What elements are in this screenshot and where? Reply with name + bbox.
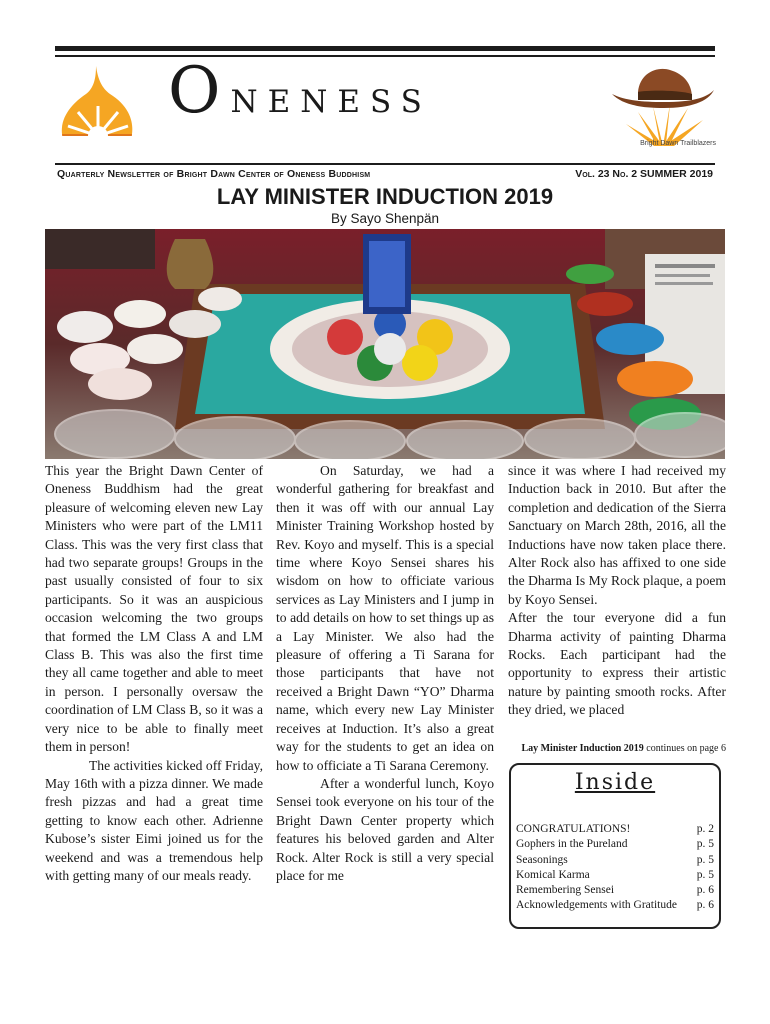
masthead-top-rule bbox=[55, 46, 715, 51]
toc-item[interactable] bbox=[516, 837, 714, 852]
paragraph: On Saturday, we had a wonderful gathering for breakfast and then it was off with our annual Lay Minister Training Workshop hosted by Rev. Koyo and myself. This is a special time where Koyo Sensei shares his wisdom on how to officiate various services as Lay Ministers and I jump in to add details on how to set things up as a Lay Minister. We also had the pleasure of offering a Ti Sarana for those participants that have not received a Bright Dawn “YO” Dharma name, which every new Lay Minister receives at Induction. It’s also a great way for the students to get an idea on how to officiate a Ti Sarana Ceremony. bbox=[276, 463, 494, 773]
article-headline: LAY MINISTER INDUCTION 2019 bbox=[216, 184, 554, 209]
masthead-bottom-rule bbox=[55, 163, 715, 165]
article-photo bbox=[45, 229, 725, 459]
paragraph: since it was where I had received my Induction back in 2010. But after the completion and dedication of the Sierra Sanctuary on March 28th, 2016, all the Inductions have now taken place there. Alter Rock also has affixed to one side the Dharma Is My Rock plaque, a poem by Koyo Sensei. bbox=[508, 463, 726, 607]
toc-page: p. 5 bbox=[696, 838, 714, 851]
toc-item[interactable] bbox=[516, 822, 714, 837]
paragraph: After the tour everyone did a fun Dharma activity of painting Dharma Rocks. Each participant had the opportunity to express their artistic nature by painting smooth rocks. After they dried, we placed bbox=[508, 610, 726, 718]
toc-label: Remembering Sensei bbox=[516, 884, 615, 897]
toc-item[interactable] bbox=[516, 883, 714, 898]
masthead-title-rest: neness bbox=[230, 72, 432, 123]
toc-item[interactable] bbox=[516, 853, 714, 868]
continuation-page: continues on page 6 bbox=[643, 743, 726, 754]
toc-page: p. 5 bbox=[696, 868, 714, 881]
trailblazers-caption: Bright Dawn Trailblazers bbox=[640, 140, 716, 147]
toc-label: Komical Karma bbox=[516, 868, 590, 881]
toc-page: p. 6 bbox=[696, 899, 714, 912]
toc-label: Gophers in the Pureland bbox=[516, 838, 628, 851]
toc-item[interactable] bbox=[516, 898, 714, 913]
leaf-sunrise-icon bbox=[58, 60, 140, 164]
continuation-article-title: Lay Minister Induction 2019 bbox=[521, 743, 644, 754]
issue-info: Vol. 23 No. 2 SUMMER 2019 bbox=[575, 168, 713, 180]
toc-label: CONGRATULATIONS! bbox=[516, 823, 631, 835]
paragraph: The activities kicked off Friday, May 16th with a pizza dinner. We made fresh pizzas and had a great time getting to know each other. Adrienne Kubose’s sister Eimi joined us for the weekend and was a tremendous help with getting many of our meals ready. bbox=[45, 757, 263, 883]
continuation-note bbox=[508, 743, 726, 754]
paragraph: This year the Bright Dawn Center of Oneness Buddhism had the great pleasure of welcoming eleven new Lay Ministers who were part of the LM11 Class. This was the very first class that had two separate groups! Groups in the past usually consisted of four to six participants. So it was an auspicious occasion welcoming the two groups that formed the LM Class A and LM Class B. This was also the first time they all came together and able to meet in person. I personally oversaw the coordination of LM Class B, so it was a very nice to be able to finally meet them in person! bbox=[45, 463, 263, 755]
article-byline: By Sayo Shenpän bbox=[330, 211, 440, 226]
article-column-1 bbox=[45, 462, 263, 885]
article-column-3 bbox=[508, 462, 726, 720]
article-column-2 bbox=[276, 462, 494, 885]
table-of-contents bbox=[516, 822, 714, 914]
toc-label: Seasonings bbox=[516, 853, 568, 866]
inside-title: Inside bbox=[574, 770, 656, 795]
masthead-title-initial: O bbox=[168, 54, 231, 128]
toc-item[interactable] bbox=[516, 868, 714, 883]
toc-page: p. 2 bbox=[696, 823, 714, 835]
toc-label: Acknowledgements with Gratitude bbox=[516, 899, 677, 912]
newsletter-subtitle: Quarterly Newsletter of Bright Dawn Center of Oneness Buddhism bbox=[57, 168, 371, 180]
toc-page: p. 6 bbox=[696, 884, 714, 897]
toc-page: p. 5 bbox=[696, 853, 714, 866]
masthead-title bbox=[168, 54, 568, 140]
paragraph: After a wonderful lunch, Koyo Sensei took everyone on his tour of the Bright Dawn Center property which features his beloved garden and Alter Rock. Alter Rock is still a very special place for me bbox=[276, 775, 494, 883]
